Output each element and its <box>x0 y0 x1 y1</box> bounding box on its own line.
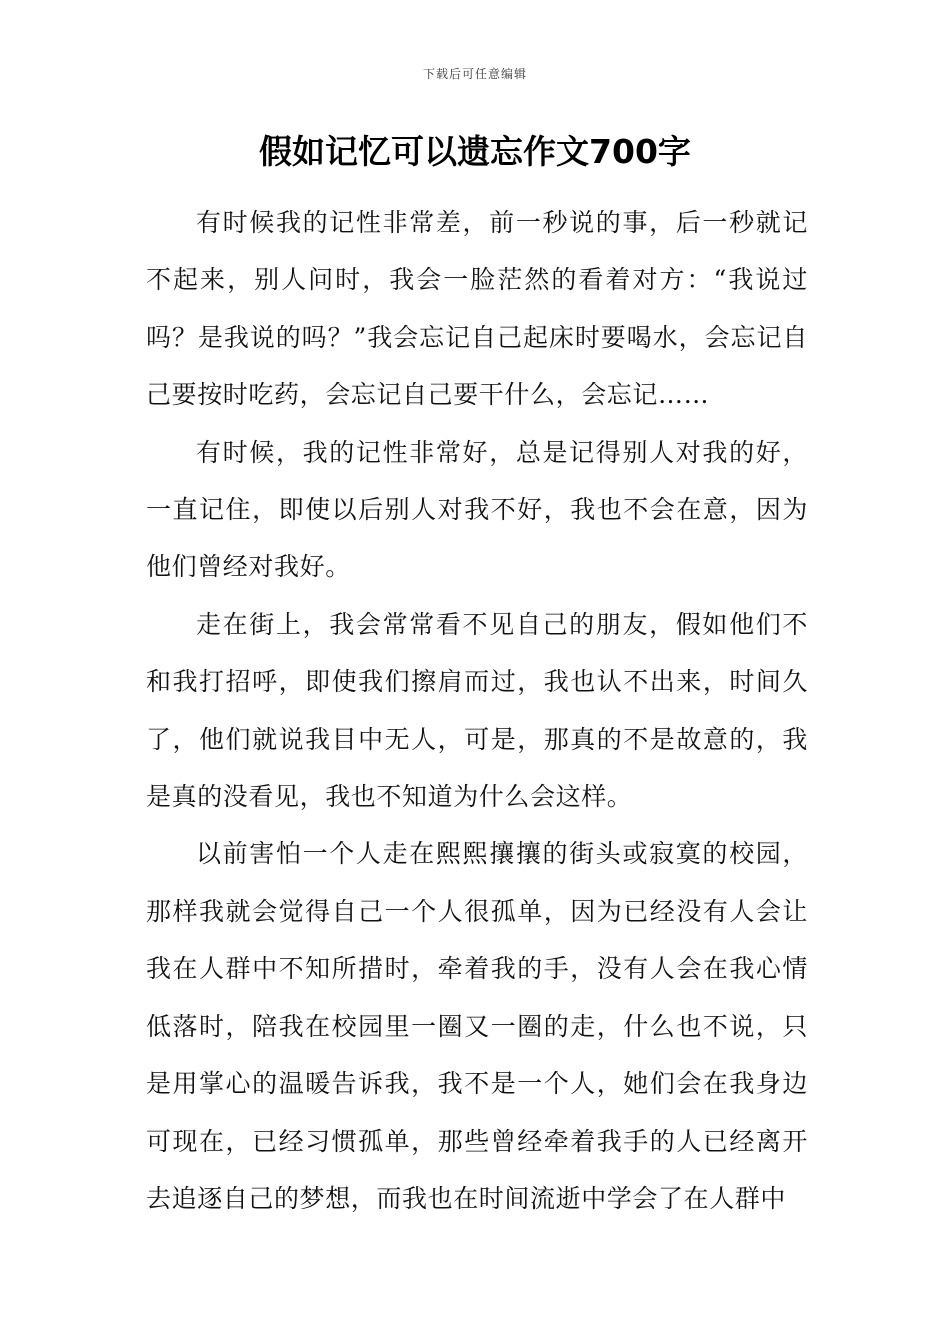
article-body <box>146 194 808 1227</box>
page-title: 假如记忆可以遗忘作文700字 <box>259 132 691 171</box>
paragraph-1: 有时候我的记性非常差，前一秒说的事，后一秒就记不起来，别人问时，我会一脸茫然的看着对方：“我说过吗？是我说的吗？”我会忘记自己起床时要喝水，会忘记自己要按时吃药，会忘记自己要干什么，会忘记…… <box>146 208 808 410</box>
header-note: 下载后可任意编辑 <box>422 67 527 81</box>
paragraph-3: 走在街上，我会常常看不见自己的朋友，假如他们不和我打招呼，即使我们擦肩而过，我也认不出来，时间久了，他们就说我目中无人，可是，那真的不是故意的，我是真的没看见，我也不知道为什么会这样。 <box>146 609 808 812</box>
paragraph-2: 有时候，我的记性非常好，总是记得别人对我的好，一直记住，即使以后别人对我不好，我也不会在意，因为他们曾经对我好。 <box>146 437 808 582</box>
paragraph-4: 以前害怕一个人走在熙熙攘攘的街头或寂寞的校园，那样我就会觉得自己一个人很孤单，因为已经没有人会让我在人群中不知所措时，牵着我的手，没有人会在我心情低落时，陪我在校园里一圈又一圈的走，什么也不说，只是用掌心的温暖告诉我，我不是一个人，她们会在我身边可现在，已经习惯孤单，那些曾经牵着我手的人已经离开去追逐自己的梦想，而我也在时间流逝中学会了在人群中 <box>146 839 808 1213</box>
